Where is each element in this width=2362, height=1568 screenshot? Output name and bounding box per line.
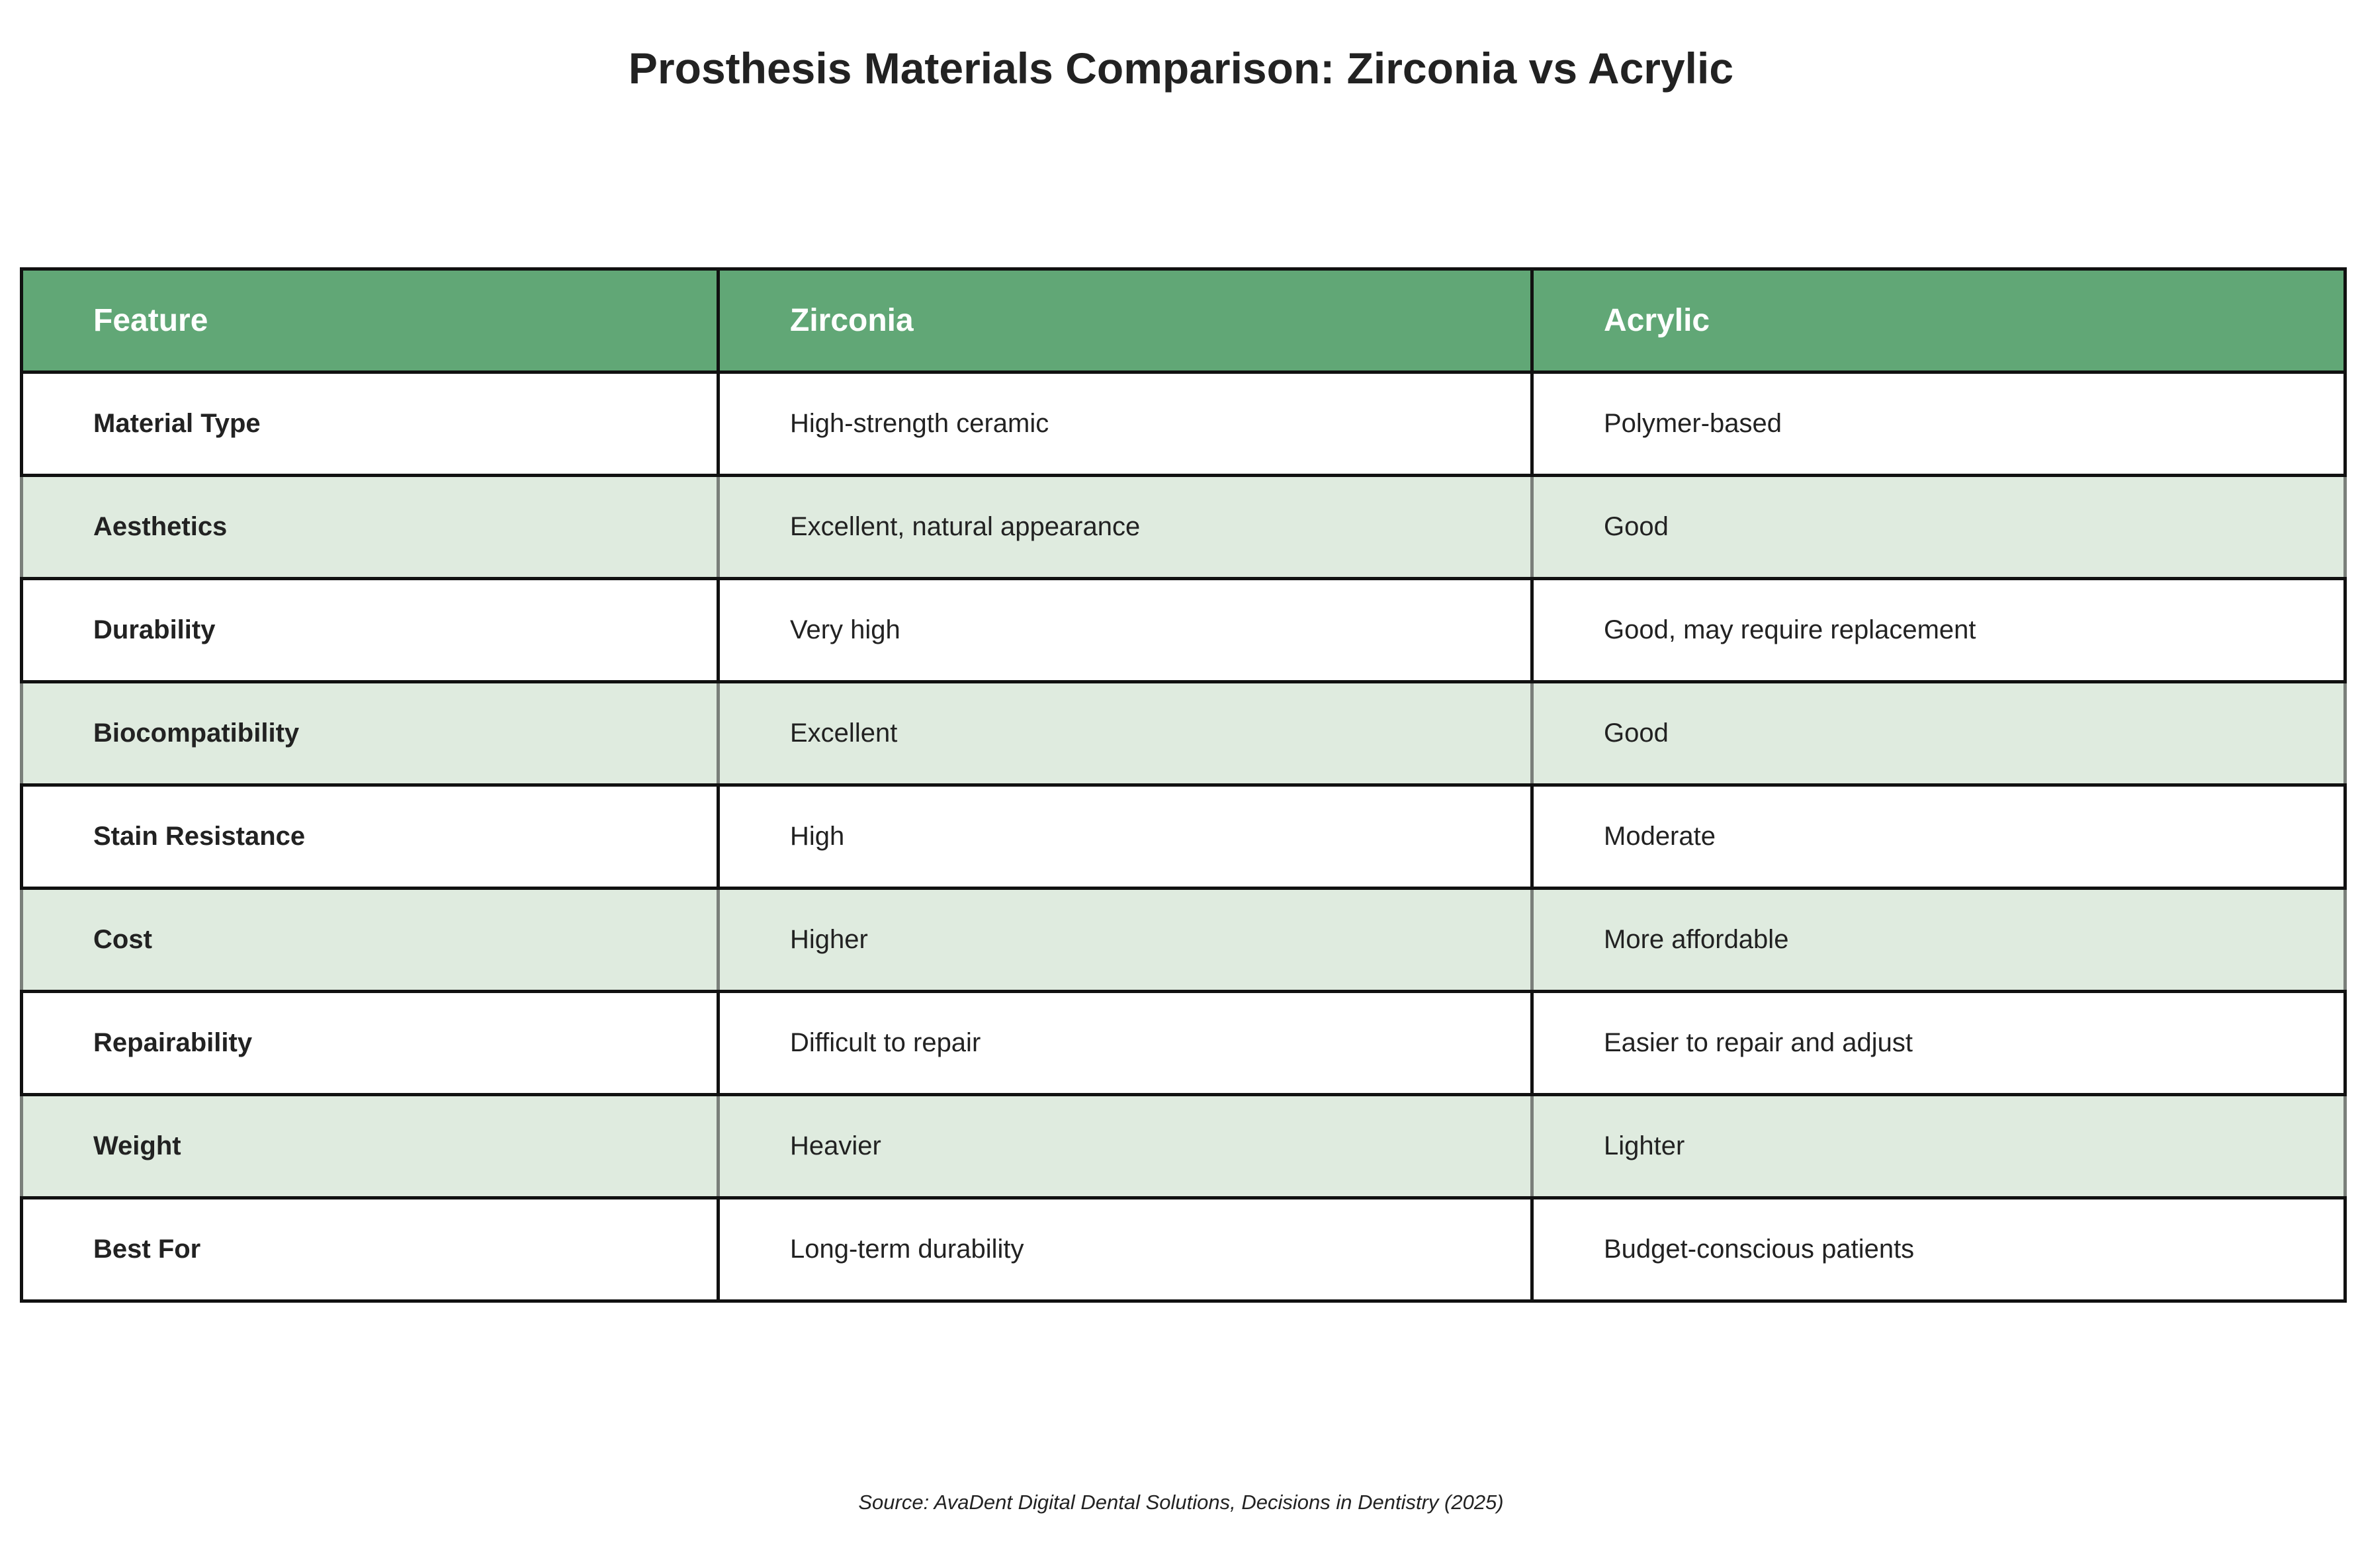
zirconia-cell: Very high [719, 579, 1532, 682]
table-row [22, 1095, 2345, 1198]
feature-cell: Cost [22, 889, 719, 992]
acrylic-cell: Good [1532, 682, 2345, 785]
comparison-table [20, 267, 2347, 1303]
table-row [22, 372, 2345, 476]
table-row [22, 889, 2345, 992]
table-row [22, 476, 2345, 579]
table-row [22, 579, 2345, 682]
source-note: Source: AvaDent Digital Dental Solutions, Decisions in Dentistry (2025) [858, 1491, 1504, 1514]
table-header-row [22, 269, 2345, 372]
chart-title: Prosthesis Materials Comparison: Zirconia vs Acrylic [628, 44, 1734, 93]
zirconia-cell: Excellent, natural appearance [719, 476, 1532, 579]
table-row [22, 992, 2345, 1095]
acrylic-cell: More affordable [1532, 889, 2345, 992]
table-row [22, 682, 2345, 785]
acrylic-cell: Lighter [1532, 1095, 2345, 1198]
feature-cell: Aesthetics [22, 476, 719, 579]
acrylic-cell: Good [1532, 476, 2345, 579]
zirconia-cell: Long-term durability [719, 1198, 1532, 1301]
zirconia-cell: Heavier [719, 1095, 1532, 1198]
header-acrylic: Acrylic [1532, 269, 2345, 372]
header-zirconia: Zirconia [719, 269, 1532, 372]
zirconia-cell: Difficult to repair [719, 992, 1532, 1095]
acrylic-cell: Good, may require replacement [1532, 579, 2345, 682]
zirconia-cell: High-strength ceramic [719, 372, 1532, 476]
feature-cell: Repairability [22, 992, 719, 1095]
table-row [22, 785, 2345, 889]
table-row [22, 1198, 2345, 1301]
feature-cell: Material Type [22, 372, 719, 476]
header-feature: Feature [22, 269, 719, 372]
feature-cell: Biocompatibility [22, 682, 719, 785]
feature-cell: Stain Resistance [22, 785, 719, 889]
acrylic-cell: Polymer-based [1532, 372, 2345, 476]
feature-cell: Weight [22, 1095, 719, 1198]
acrylic-cell: Easier to repair and adjust [1532, 992, 2345, 1095]
zirconia-cell: High [719, 785, 1532, 889]
zirconia-cell: Higher [719, 889, 1532, 992]
zirconia-cell: Excellent [719, 682, 1532, 785]
feature-cell: Best For [22, 1198, 719, 1301]
feature-cell: Durability [22, 579, 719, 682]
acrylic-cell: Moderate [1532, 785, 2345, 889]
acrylic-cell: Budget-conscious patients [1532, 1198, 2345, 1301]
